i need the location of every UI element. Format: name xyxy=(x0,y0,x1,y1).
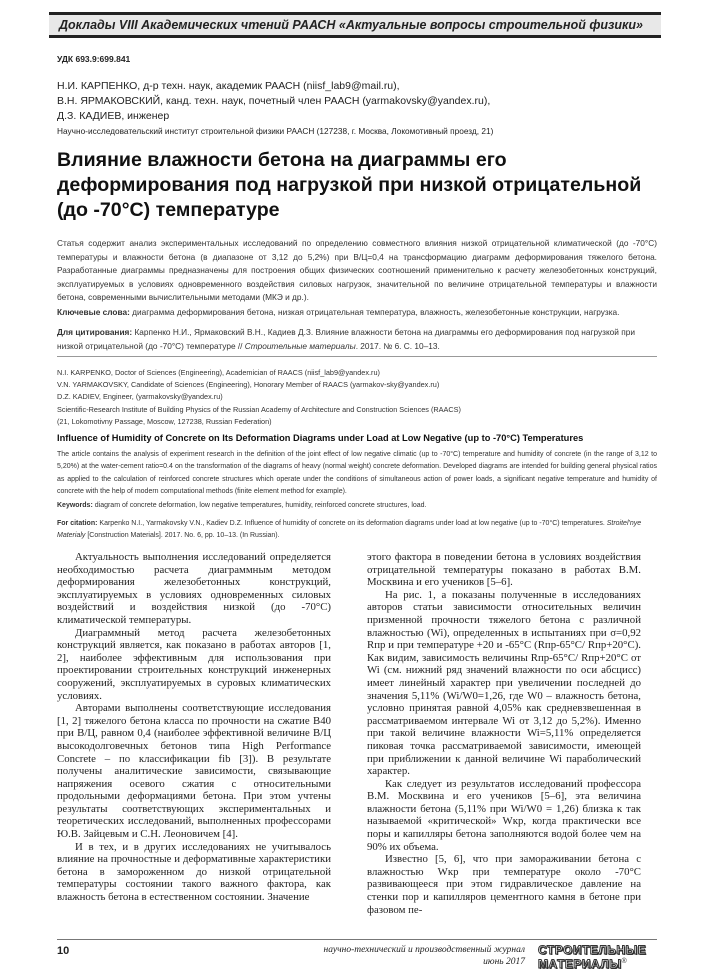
page-number: 10 xyxy=(57,945,70,957)
citation-en xyxy=(57,518,657,543)
paragraph: Как следует из результатов исследований профессора В.М. Москвина и его учеников [5–6], эта величина влажности бетона (5,11% при Wi/W0 = 1,26) близка к так называемой «критической» Wкр, когда практически все поры и капилляры бетона заполняются водой более чем на 90% их объема. xyxy=(367,777,641,853)
abstract-ru: Статья содержит анализ экспериментальных исследований по определению совместного влияния низкой отрицательной климатической (до -70°С) температуры и влажности бетона (в диапазоне от 3,12 до 5,2%) при В/Ц=0,4 на трансформацию диаграмм деформирования тяжелого бетона. Разработанные диаграммы предназначены для построения общих физических соотношений применительно к расчету железобетонных конструкций, эксплуатируемых в условиях одновременного воздействия силовых нагрузок, значительной по величине отрицательной температуры и влажности бетона, современными вычислительными методами (МКЭ и др.). xyxy=(57,238,657,302)
authors-ru xyxy=(57,79,657,124)
citation-en-label: For citation: xyxy=(57,520,98,527)
keywords-ru xyxy=(57,306,657,320)
footer-divider xyxy=(57,939,657,940)
paragraph: Диаграммный метод расчета железобетонных конструкций является, как показано в работах авторов [1, 2], наиболее эффективным для использования при проектировании строительных конструкций инженерных сооружений, эксплуатируемых в суровых климатических условиях. xyxy=(57,626,331,702)
citation-en-tail: [Construction Materials]. 2017. No. 6, pp. 10–13. (In Russian). xyxy=(85,532,280,540)
keywords-text: диаграмма деформирования бетона, низкая отрицательная температура, влажность, железобетонные конструкции, нагрузка. xyxy=(129,307,620,317)
citation-label: Для цитирования: xyxy=(57,327,133,337)
journal-description: научно-технический и производственный журнал xyxy=(323,945,525,955)
body-column-left xyxy=(57,551,331,933)
citation-en-text: Karpenko N.I., Yarmakovsky V.N., Kadiev D.Z. Influence of humidity of concrete on its deformation diagrams under load at low negative (up to -70°C) temperatures. xyxy=(97,520,607,527)
article-title-ru: Влияние влажности бетона на диаграммы его деформирования под нагрузкой при низкой отрицательной (до -70°С) температуре xyxy=(57,149,642,221)
logo-line-1: СТРОИТЕЛЬНЫЕ xyxy=(538,943,647,957)
authors-en xyxy=(57,367,657,428)
journal-info xyxy=(285,944,533,968)
keywords-en xyxy=(57,500,657,512)
keywords-en-text: diagram of concrete deformation, low negative temperatures, humidity, reinforced concrete structures, load. xyxy=(92,502,427,509)
keywords-label: Ключевые слова: xyxy=(57,307,130,317)
issue-date: июнь 2017 xyxy=(483,957,525,967)
abstract-en: The article contains the analysis of experiment research in the definition of the joint effect of low negative climatic (up to -70°C) temperature and humidity of concrete (in the range of 3,12 to 5,20%) at the water-cement ratio=0.4 on the transformation of the diagrams of heavy (normal weight) concrete deformation. Developed diagrams are intended for building general physical ratios as applied to the calculation of reinforced concrete structures which operate under the conditions of simultaneous action of power loads, a significant negative temperature and humidity of concrete with the help of modern computational methods (finite element method for example). xyxy=(57,451,657,496)
keywords-en-label: Keywords: xyxy=(57,502,93,509)
institute-address-en: (21, Lokomotivny Passage, Moscow, 127238, Russian Federation) xyxy=(57,416,272,426)
paragraph: этого фактора в поведении бетона в условиях воздействия отрицательной температуры показано в работах В.М. Москвина и его учеников [5–6]. xyxy=(367,551,641,589)
paragraph: Актуальность выполнения исследований определяется необходимостью расчета диаграммным методом деформирования железобетонных конструкций, эксплуатируемых в условиях одновременных силовых воздействий и воздействия низкой (до -70°С) климатической температуры. xyxy=(57,551,331,626)
author-en-2: V.N. YARMAKOVSKY, Candidate of Sciences (Engineering), Honorary Member of RAACS (yarmakov-sky@yandex.ru) xyxy=(57,380,440,390)
paragraph: И в тех, и в других исследованиях не учитывалось влияние на прочностные и деформативные характеристики бетона в замороженном до низкой отрицательной температуры состоянии такого важного фактора, как влажность бетона в естественном состоянии. Значение xyxy=(57,840,331,904)
conference-banner: Доклады VIII Академических чтений РААСН «Актуальные вопросы строительной физики» xyxy=(49,12,661,38)
citation-text: Карпенко Н.И., Ярмаковский В.Н., Кадиев Д.З. Влияние влажности бетона на диаграммы его деформирования под нагрузкой при низкой отрицательной (до -70°С) температуре // xyxy=(57,327,635,351)
paragraph: Авторами выполнены соответствующие исследования [1, 2] тяжелого бетона класса по прочности на сжатие В40 при В/Ц, равном 0,4 (наиболее эффективной величине В/Ц высокодолговечных бетонов типа High Performance Concrete – по классификации fib [3]). В результате получены аналитические зависимости, связывающие напряжения осевого сжатия с относительными продольными деформациями бетона. При этом учтены результаты соответствующих экспериментальных и теоретических исследований, выполненных профессорами Ю.В. Зайцевым и С.Н. Леоновичем [4]. xyxy=(57,702,331,841)
paragraph: На рис. 1, а показаны полученные в исследованиях авторов статьи зависимости относительных величин призменной прочности тяжелого бетона с различной влажностью (Wi), определенных в испытаниях при σ=0,92 Rпр и при температуре +20 и -65°С (Rпр-65°С/ Rпр+20°С). Как видим, зависимость величины Rпр-65°С/ Rпр+20°С от Wi (см. нижний ряд значений влажности по оси абсцисс) имеет линейный характер при увеличении последней до значения 5,11% (Wi/W0=1,26, где W0 – влажность бетона, условно принятая равной 4,05% как средневзвешенная в рассматриваемом интервале Wi от 3,12 до 5,2%). Именно при такой величине влажности Wi=5,11% определяется пиковая точка рассматриваемой зависимости, имеющей при приближении к данной величине Wi параболический характер. xyxy=(367,588,641,778)
logo-line-2: МАТЕРИАЛЫ xyxy=(538,957,622,971)
registered-mark: ® xyxy=(621,958,628,965)
citation-tail: . 2017. № 6. С. 10–13. xyxy=(355,340,440,351)
author-en-3: D.Z. KADIEV, Engineer, (yarmakovsky@yandex.ru) xyxy=(57,392,223,402)
author-3: Д.З. КАДИЕВ, инженер xyxy=(57,110,170,122)
citation-en-journal: Stroitel'nye Materialy xyxy=(57,520,642,540)
citation-journal: Строительные материалы xyxy=(244,340,356,351)
article-title-en: Influence of Humidity of Concrete on Its Deformation Diagrams under Load at Low Negative (up to -70°C) Temperatures xyxy=(57,433,584,443)
institute-ru: Научно-исследовательский институт строительной физики РААСН (127238, г. Москва, Локомотивный проезд, 21) xyxy=(57,126,494,136)
citation-ru xyxy=(57,326,657,353)
paragraph: Известно [5, 6], что при замораживании бетона с влажностью Wкр при температуре около -70°С развивающееся при этом гидравлическое давление на стенки пор и капилляров цементного камня в бетоне при фазовом пе- xyxy=(367,853,641,916)
section-divider xyxy=(57,356,657,357)
author-1: Н.И. КАРПЕНКО, д-р техн. наук, академик РААСН (niisf_lab9@mail.ru), xyxy=(57,80,400,92)
udk-code: УДК 693.9:699.841 xyxy=(57,54,131,64)
institute-en: Scientific-Research Institute of Building Physics of the Russian Academy of Architecture and Construction Sciences (RAACS) xyxy=(57,404,461,414)
body-column-right xyxy=(367,551,641,933)
author-en-1: N.I. KARPENKO, Doctor of Sciences (Engineering), Academician of RAACS (niisf_lab9@yandex.ru) xyxy=(57,368,380,377)
author-2: В.Н. ЯРМАКОВСКИЙ, канд. техн. наук, почетный член РААСН (yarmakovsky@yandex.ru), xyxy=(57,95,491,107)
journal-logo xyxy=(538,944,656,970)
